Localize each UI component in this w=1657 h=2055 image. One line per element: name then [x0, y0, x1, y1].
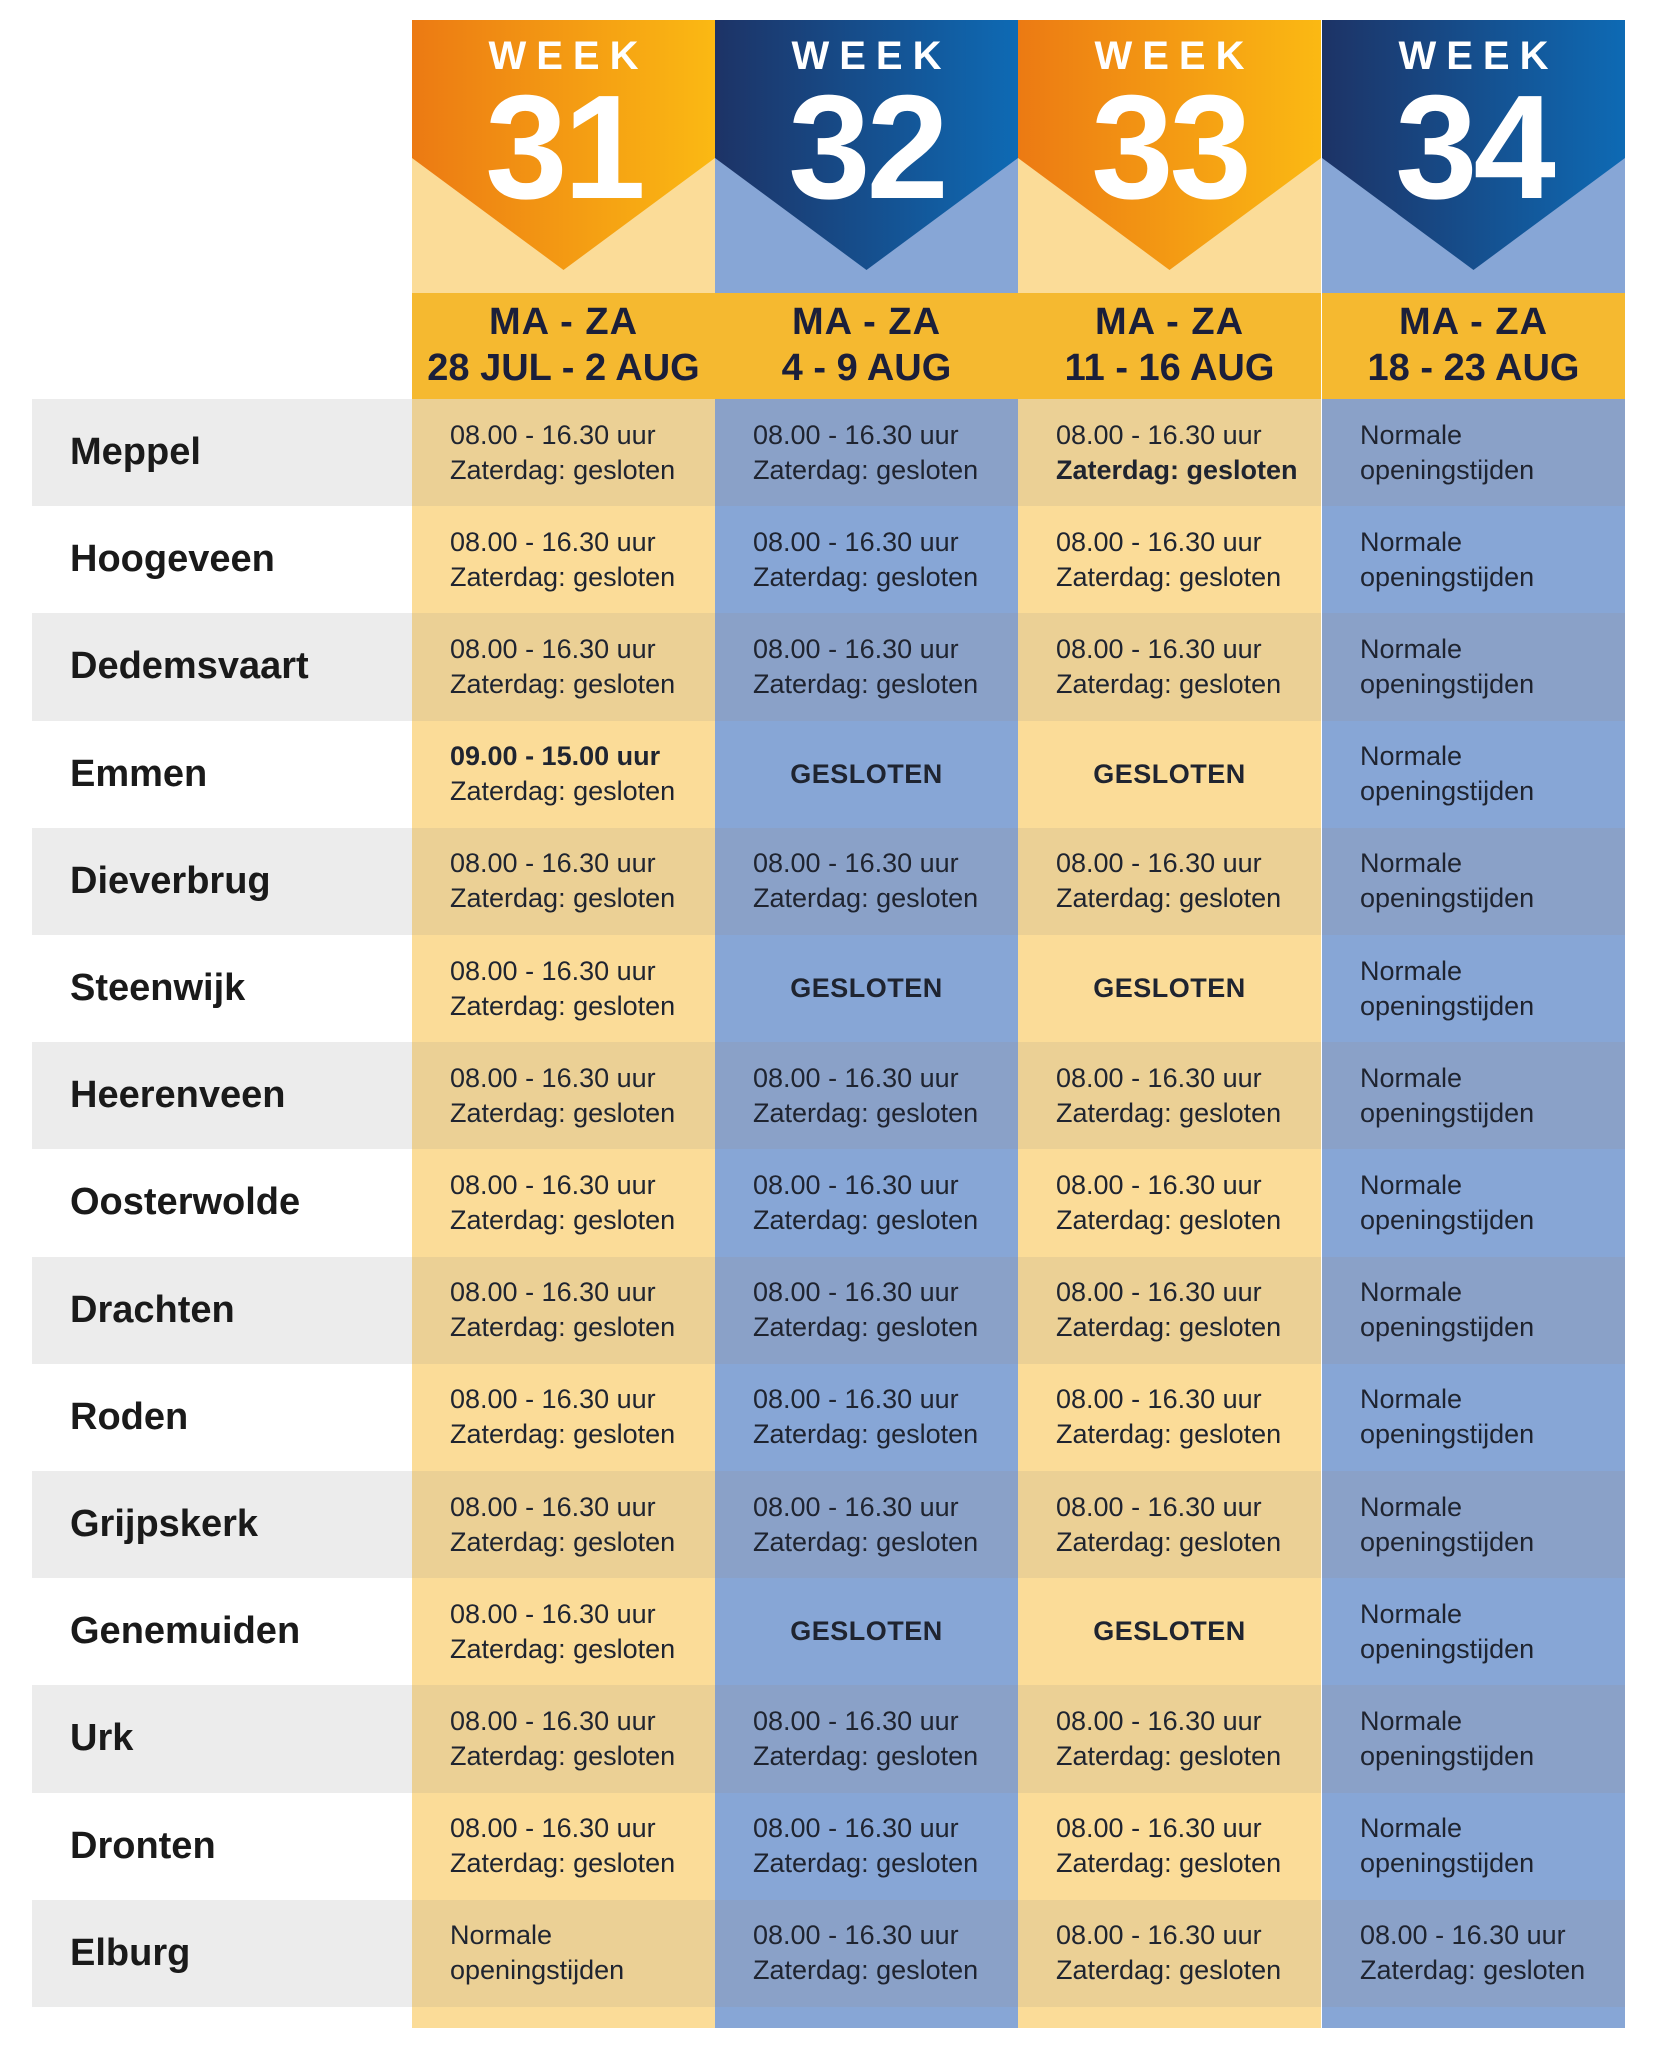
hours-line-2: Zaterdag: gesloten [753, 454, 979, 485]
hours-line-1: 08.00 - 16.30 uur [450, 1384, 656, 1415]
hours-cell [412, 1685, 715, 1792]
location-name: Emmen [70, 752, 208, 795]
hours-line-2: Zaterdag: gesloten [1056, 1312, 1282, 1343]
hours-cell [715, 1793, 1018, 1900]
location-name: Oosterwolde [70, 1181, 301, 1224]
week-33-banner [1018, 20, 1321, 270]
week-label: WEEK [488, 34, 649, 78]
hours-line-1: Normale [1360, 741, 1463, 772]
hours-cell [1322, 1257, 1625, 1364]
hours-line-1: 08.00 - 16.30 uur [450, 526, 656, 557]
week-label: WEEK [791, 34, 952, 78]
location-name: Hoogeveen [70, 538, 275, 581]
week-days: MA - ZA [488, 301, 639, 343]
week-days: MA - ZA [1398, 301, 1549, 343]
hours-line-2: Zaterdag: gesloten [1056, 668, 1282, 699]
hours-cell [715, 1149, 1018, 1256]
hours-cell [715, 506, 1018, 613]
hours-cell [1322, 828, 1625, 935]
hours-cell [1322, 1793, 1625, 1900]
hours-line-2: Zaterdag: gesloten [450, 990, 676, 1021]
hours-line-1: 08.00 - 16.30 uur [753, 1062, 959, 1093]
hours-cell [1322, 613, 1625, 720]
hours-cell [715, 1900, 1018, 2007]
hours-cell [412, 506, 715, 613]
week-31-banner [412, 20, 715, 270]
hours-cell [1322, 721, 1625, 828]
hours-line-2: Zaterdag: gesloten [450, 1740, 676, 1771]
hours-line-1: Normale [1360, 1491, 1463, 1522]
hours-cell [412, 1471, 715, 1578]
hours-line-1: 08.00 - 16.30 uur [1056, 1384, 1262, 1415]
hours-line-1: 08.00 - 16.30 uur [450, 419, 656, 450]
hours-line-2: Zaterdag: gesloten [450, 1419, 676, 1450]
hours-line-1: 08.00 - 16.30 uur [1056, 419, 1262, 450]
hours-cell [412, 1364, 715, 1471]
hours-line-1: 08.00 - 16.30 uur [1056, 526, 1262, 557]
hours-cell [1018, 1685, 1321, 1792]
hours-line-2: Zaterdag: gesloten [753, 1848, 979, 1879]
location-name: Dedemsvaart [70, 645, 309, 688]
hours-line-2: Zaterdag: gesloten [450, 883, 676, 914]
location-name: Dieverbrug [70, 859, 271, 902]
hours-cell [1322, 1471, 1625, 1578]
week-32-banner [715, 20, 1018, 270]
hours-line-2: Zaterdag: gesloten [1056, 883, 1282, 914]
hours-cell [715, 828, 1018, 935]
hours-line-1: Normale [1360, 848, 1463, 879]
hours-line-1: 08.00 - 16.30 uur [753, 1920, 959, 1951]
hours-line-1: 08.00 - 16.30 uur [450, 1705, 656, 1736]
location-name: Roden [70, 1395, 189, 1438]
week-number: 31 [485, 65, 642, 230]
location-name: Genemuiden [70, 1610, 301, 1653]
location-name: Dronten [70, 1824, 216, 1867]
hours-cell [1018, 1900, 1321, 2007]
hours-line-2: openingstijden [1360, 668, 1535, 699]
hours-line-1: 08.00 - 16.30 uur [1056, 1705, 1262, 1736]
week-31-dates [412, 293, 715, 399]
hours-cell [1018, 1042, 1321, 1149]
hours-cell [1322, 1900, 1625, 2007]
closed-cell: GESLOTEN [1093, 973, 1246, 1004]
hours-cell [412, 1900, 715, 2007]
hours-cell [715, 399, 1018, 506]
hours-cell [1018, 506, 1321, 613]
hours-line-2: Zaterdag: gesloten [450, 1097, 676, 1128]
hours-line-2: openingstijden [1360, 883, 1535, 914]
hours-line-2: Zaterdag: gesloten [753, 1312, 979, 1343]
hours-cell [412, 1042, 715, 1149]
hours-line-2: Zaterdag: gesloten [753, 1204, 979, 1235]
hours-line-1: Normale [1360, 1277, 1463, 1308]
hours-cell [1322, 1364, 1625, 1471]
hours-cell [715, 1042, 1018, 1149]
hours-cell [1322, 1042, 1625, 1149]
hours-cell [1322, 935, 1625, 1042]
hours-line-2: Zaterdag: gesloten [753, 1955, 979, 1986]
hours-line-1: 08.00 - 16.30 uur [1360, 1920, 1566, 1951]
hours-line-1: Normale [1360, 419, 1463, 450]
hours-line-2: Zaterdag: gesloten [450, 561, 676, 592]
hours-line-1: 08.00 - 16.30 uur [753, 1277, 959, 1308]
hours-line-2: Zaterdag: gesloten [450, 776, 676, 807]
hours-line-1: 08.00 - 16.30 uur [753, 526, 959, 557]
hours-line-1: Normale [1360, 1705, 1463, 1736]
hours-cell [1018, 399, 1321, 506]
hours-cell [412, 721, 715, 828]
hours-line-1: 08.00 - 16.30 uur [1056, 848, 1262, 879]
hours-line-1: 08.00 - 16.30 uur [1056, 1277, 1262, 1308]
hours-cell [412, 1578, 715, 1685]
hours-line-2: openingstijden [1360, 1740, 1535, 1771]
week-date-range: 4 - 9 AUG [781, 347, 952, 389]
hours-line-1: 08.00 - 16.30 uur [753, 1169, 959, 1200]
week-days: MA - ZA [1094, 301, 1245, 343]
hours-line-2: Zaterdag: gesloten [450, 1312, 676, 1343]
hours-line-2: Zaterdag: gesloten [753, 883, 979, 914]
week-label: WEEK [1398, 34, 1559, 78]
hours-line-2: Zaterdag: gesloten [753, 1419, 979, 1450]
hours-line-1: 08.00 - 16.30 uur [1056, 1062, 1262, 1093]
hours-line-1: Normale [1360, 526, 1463, 557]
hours-line-2: Zaterdag: gesloten [1360, 1955, 1586, 1986]
hours-line-2: openingstijden [1360, 1633, 1535, 1664]
week-date-range: 18 - 23 AUG [1367, 347, 1580, 389]
hours-line-2: Zaterdag: gesloten [753, 1526, 979, 1557]
hours-line-2: openingstijden [1360, 776, 1535, 807]
hours-line-1: Normale [1360, 1384, 1463, 1415]
hours-line-1: 08.00 - 16.30 uur [450, 1813, 656, 1844]
hours-cell [1322, 1685, 1625, 1792]
week-number: 33 [1091, 65, 1248, 230]
location-name: Meppel [70, 431, 201, 474]
hours-line-2: Zaterdag: gesloten [1056, 1526, 1282, 1557]
hours-cell [715, 1364, 1018, 1471]
closed-cell: GESLOTEN [790, 1616, 943, 1647]
hours-line-2: openingstijden [1360, 1848, 1535, 1879]
hours-line-1: 08.00 - 16.30 uur [753, 1384, 959, 1415]
hours-line-1: Normale [1360, 633, 1463, 664]
hours-line-2: openingstijden [1360, 1204, 1535, 1235]
hours-line-2: Zaterdag: gesloten [1056, 1848, 1282, 1879]
hours-line-2: Zaterdag: gesloten [1056, 454, 1298, 485]
hours-line-2: Zaterdag: gesloten [753, 1097, 979, 1128]
hours-line-1: 08.00 - 16.30 uur [753, 1813, 959, 1844]
hours-cell [1018, 1257, 1321, 1364]
hours-line-2: Zaterdag: gesloten [450, 1633, 676, 1664]
hours-line-1: 08.00 - 16.30 uur [753, 1491, 959, 1522]
week-date-range: 28 JUL - 2 AUG [427, 347, 700, 389]
hours-line-2: openingstijden [1360, 1312, 1535, 1343]
hours-cell [1322, 506, 1625, 613]
week-34-banner [1322, 20, 1625, 270]
closed-cell: GESLOTEN [790, 973, 943, 1004]
hours-line-2: Zaterdag: gesloten [450, 1848, 676, 1879]
location-name: Steenwijk [70, 967, 246, 1010]
location-name: Urk [70, 1717, 134, 1760]
hours-cell [412, 1149, 715, 1256]
hours-line-2: openingstijden [1360, 561, 1535, 592]
hours-line-2: Zaterdag: gesloten [450, 454, 676, 485]
week-34-dates [1322, 293, 1625, 399]
hours-line-1: 08.00 - 16.30 uur [450, 1491, 656, 1522]
week-label: WEEK [1094, 34, 1255, 78]
location-name: Grijpskerk [70, 1503, 258, 1546]
hours-line-1: 08.00 - 16.30 uur [450, 1169, 656, 1200]
hours-line-2: openingstijden [1360, 990, 1535, 1021]
hours-line-2: openingstijden [1360, 1419, 1535, 1450]
hours-cell [715, 1471, 1018, 1578]
hours-line-1: 09.00 - 15.00 uur [450, 741, 661, 772]
hours-line-1: Normale [1360, 1062, 1463, 1093]
hours-line-1: 08.00 - 16.30 uur [753, 633, 959, 664]
hours-line-2: openingstijden [1360, 1097, 1535, 1128]
week-date-range: 11 - 16 AUG [1064, 347, 1275, 389]
hours-line-2: Zaterdag: gesloten [753, 1740, 979, 1771]
hours-line-2: Zaterdag: gesloten [450, 668, 676, 699]
hours-cell [412, 1257, 715, 1364]
hours-line-2: Zaterdag: gesloten [1056, 1740, 1282, 1771]
hours-line-2: Zaterdag: gesloten [450, 1526, 676, 1557]
hours-line-1: 08.00 - 16.30 uur [1056, 633, 1262, 664]
closed-cell: GESLOTEN [1093, 1616, 1246, 1647]
hours-line-2: Zaterdag: gesloten [1056, 561, 1282, 592]
hours-line-2: Zaterdag: gesloten [1056, 1204, 1282, 1235]
hours-line-1: Normale [1360, 1169, 1463, 1200]
hours-cell [412, 935, 715, 1042]
week-days: MA - ZA [791, 301, 942, 343]
hours-cell [1322, 1149, 1625, 1256]
hours-cell [412, 1793, 715, 1900]
hours-cell [1018, 613, 1321, 720]
hours-line-1: 08.00 - 16.30 uur [450, 633, 656, 664]
hours-cell [412, 613, 715, 720]
closed-cell: GESLOTEN [790, 758, 943, 789]
hours-cell [1322, 399, 1625, 506]
hours-cell [412, 399, 715, 506]
hours-cell [1018, 1364, 1321, 1471]
hours-cell [715, 1685, 1018, 1792]
hours-line-1: 08.00 - 16.30 uur [450, 955, 656, 986]
hours-cell [1322, 1578, 1625, 1685]
hours-line-1: 08.00 - 16.30 uur [753, 419, 959, 450]
hours-line-1: Normale [1360, 955, 1463, 986]
hours-line-2: openingstijden [1360, 454, 1535, 485]
hours-line-1: 08.00 - 16.30 uur [450, 848, 656, 879]
week-32-dates [715, 293, 1018, 399]
hours-cell [1018, 1793, 1321, 1900]
hours-cell [1018, 1471, 1321, 1578]
week-33-dates [1018, 293, 1321, 399]
hours-line-1: Normale [450, 1920, 553, 1951]
hours-cell [412, 828, 715, 935]
hours-line-1: 08.00 - 16.30 uur [1056, 1813, 1262, 1844]
hours-line-1: 08.00 - 16.30 uur [450, 1277, 656, 1308]
hours-cell [1018, 828, 1321, 935]
hours-line-2: Zaterdag: gesloten [753, 668, 979, 699]
hours-cell [715, 613, 1018, 720]
hours-cell [1018, 1149, 1321, 1256]
hours-line-1: 08.00 - 16.30 uur [1056, 1491, 1262, 1522]
hours-cell [715, 1257, 1018, 1364]
week-number: 34 [1395, 65, 1552, 230]
location-name: Elburg [70, 1931, 191, 1974]
hours-line-2: Zaterdag: gesloten [1056, 1097, 1282, 1128]
location-name: Drachten [70, 1288, 235, 1331]
hours-line-2: Zaterdag: gesloten [1056, 1955, 1282, 1986]
hours-line-2: Zaterdag: gesloten [753, 561, 979, 592]
hours-line-2: Zaterdag: gesloten [1056, 1419, 1282, 1450]
hours-line-1: 08.00 - 16.30 uur [1056, 1169, 1262, 1200]
hours-line-1: Normale [1360, 1813, 1463, 1844]
hours-line-1: 08.00 - 16.30 uur [753, 848, 959, 879]
week-number: 32 [788, 65, 945, 230]
hours-line-1: Normale [1360, 1598, 1463, 1629]
hours-line-1: 08.00 - 16.30 uur [1056, 1920, 1262, 1951]
hours-line-2: Zaterdag: gesloten [450, 1204, 676, 1235]
hours-line-1: 08.00 - 16.30 uur [450, 1062, 656, 1093]
location-name: Heerenveen [70, 1074, 286, 1117]
hours-line-1: 08.00 - 16.30 uur [753, 1705, 959, 1736]
hours-line-2: openingstijden [450, 1955, 625, 1986]
hours-line-2: openingstijden [1360, 1526, 1535, 1557]
closed-cell: GESLOTEN [1093, 758, 1246, 789]
hours-line-1: 08.00 - 16.30 uur [450, 1598, 656, 1629]
